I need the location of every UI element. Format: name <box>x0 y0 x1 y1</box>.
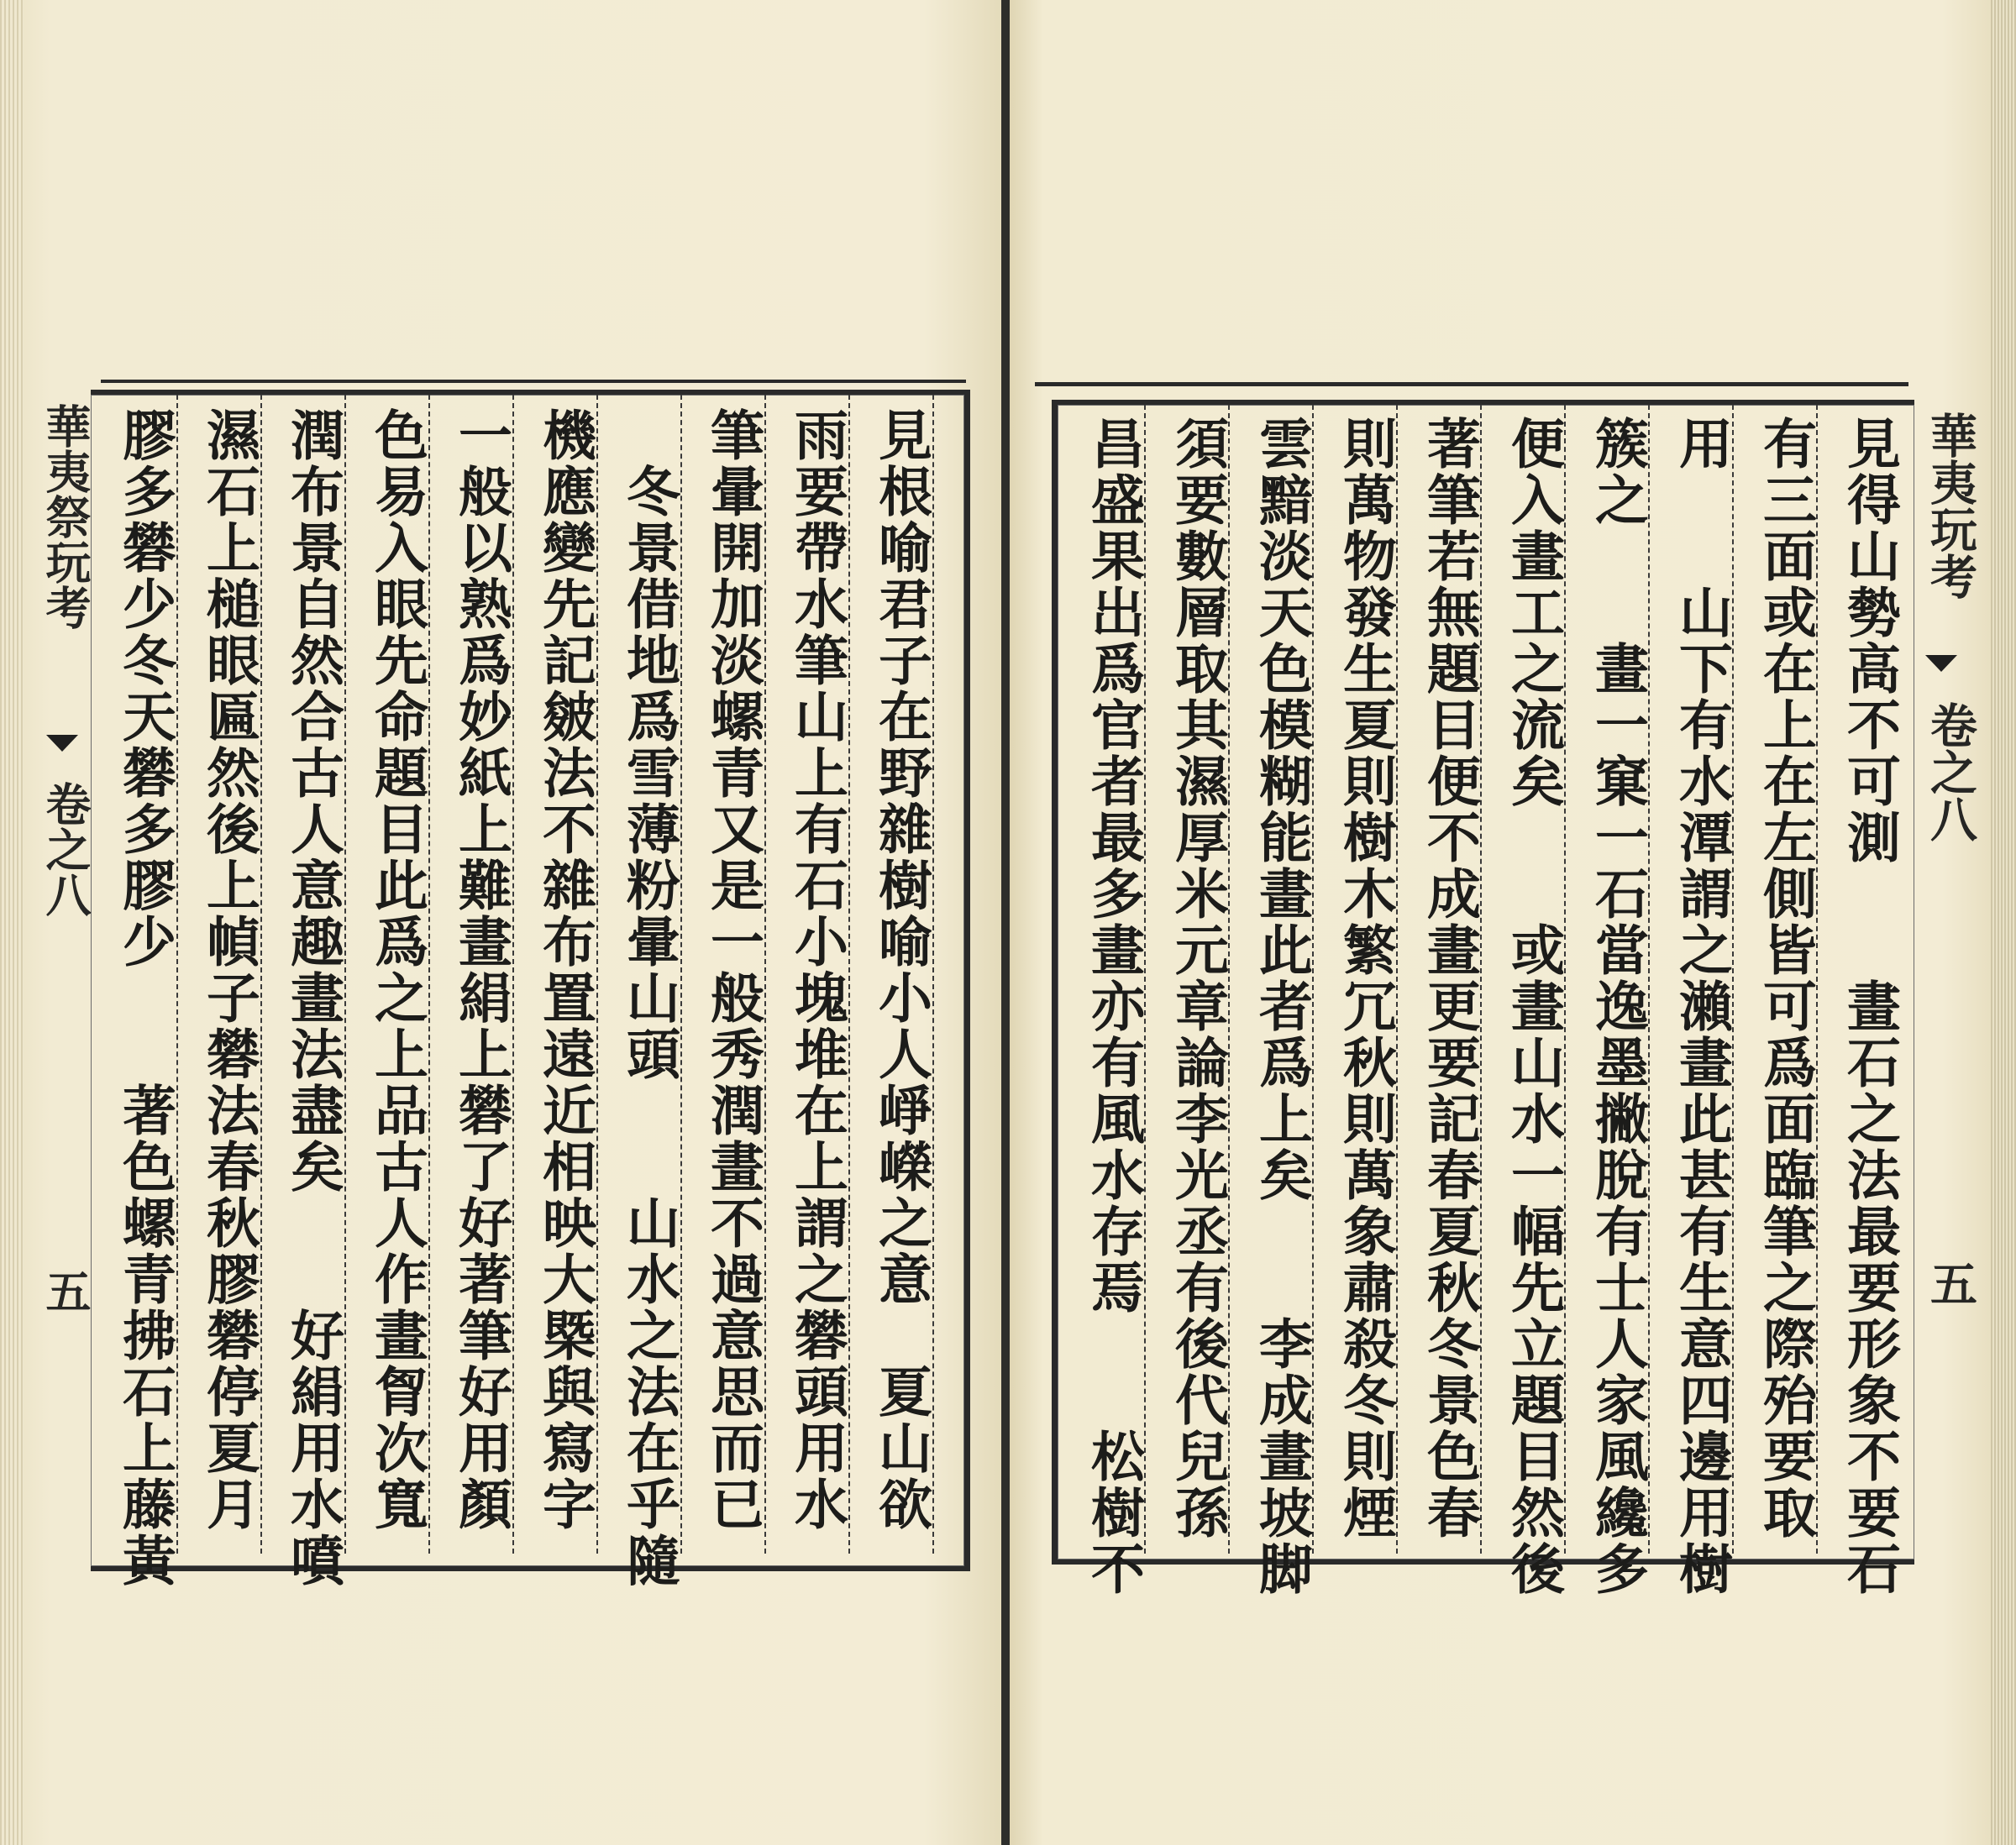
left-page <box>0 0 1001 1845</box>
text-column: 昌盛果出爲官者最多畫亦有風水存焉 松樹不 <box>1082 416 1145 1597</box>
text-column: 色易入眼先命題目此爲之上品古人作畫胷次寬 <box>365 407 428 1533</box>
text-column: 見根喻君子在野雜樹喻小人崢嶸之意 夏山欲 <box>869 407 932 1533</box>
text-column: 須要數層取其濕厚米元章論李光丞有後代兒孫 <box>1166 416 1229 1541</box>
right-page <box>1010 0 1991 1845</box>
margin-title: 華夷祭玩考 <box>39 403 92 630</box>
frame-top-rule <box>101 380 966 383</box>
text-column: 一般以熟爲妙紙上難畫絹上礬了好著筆好用顏 <box>449 407 512 1533</box>
page-edge <box>0 0 24 1845</box>
margin-volume: 卷之八 <box>1923 701 1978 842</box>
text-column: 雨要帶水筆山上有石小塊堆在上謂之礬頭用水 <box>785 407 848 1533</box>
fold-mark-icon <box>46 735 78 752</box>
margin-volume: 卷之八 <box>39 781 92 917</box>
text-column: 機應變先記皴法不雜布置遠近相映大槩與寫字 <box>533 407 596 1533</box>
text-column: 筆暈開加淡螺青又是一般秀潤畫不過意思而已 <box>701 407 764 1533</box>
text-column: 則萬物發生夏則樹木繁冗秋則萬象肅殺冬則煙 <box>1334 416 1397 1541</box>
fold-mark-icon <box>1925 655 1957 672</box>
book-spine <box>1001 0 1010 1845</box>
margin-folio: 五 <box>1923 1260 1978 1307</box>
text-column: 冬景借地爲雪薄粉暈山頭 山水之法在乎隨 <box>617 407 680 1589</box>
margin-folio: 五 <box>39 1268 92 1313</box>
text-column: 濕石上槌眼匾然後上幀子礬法春秋膠礬停夏月 <box>197 407 260 1533</box>
margin-title: 華夷玩考 <box>1923 411 1978 600</box>
frame-top-rule <box>1035 382 1908 386</box>
text-column: 雲黯淡天色模糊能畫此者爲上矣 李成畫坡脚 <box>1250 416 1313 1597</box>
text-column: 便入畫工之流矣 或畫山水一幅先立題目然後 <box>1502 416 1565 1597</box>
text-column: 見得山勢高不可測 畫石之法最要形象不要石 <box>1838 416 1901 1597</box>
text-column: 簇之 畫一窠一石當逸墨撇脫有士人家風纔多 <box>1586 416 1649 1597</box>
text-column: 著筆若無題目便不成畫更要記春夏秋冬景色春 <box>1418 416 1481 1541</box>
text-column: 用 山下有水潭謂之瀨畫此甚有生意四邊用樹 <box>1670 416 1733 1597</box>
text-column: 有三面或在上在左側皆可爲面臨筆之際殆要取 <box>1754 416 1817 1541</box>
text-column: 膠多礬少冬天礬多膠少 著色螺青拂石上藤黃 <box>113 407 176 1589</box>
text-column: 潤布景自然合古人意趣畫法盡矣 好絹用水噴 <box>281 407 344 1589</box>
page-stack-edge <box>1991 0 2016 1845</box>
